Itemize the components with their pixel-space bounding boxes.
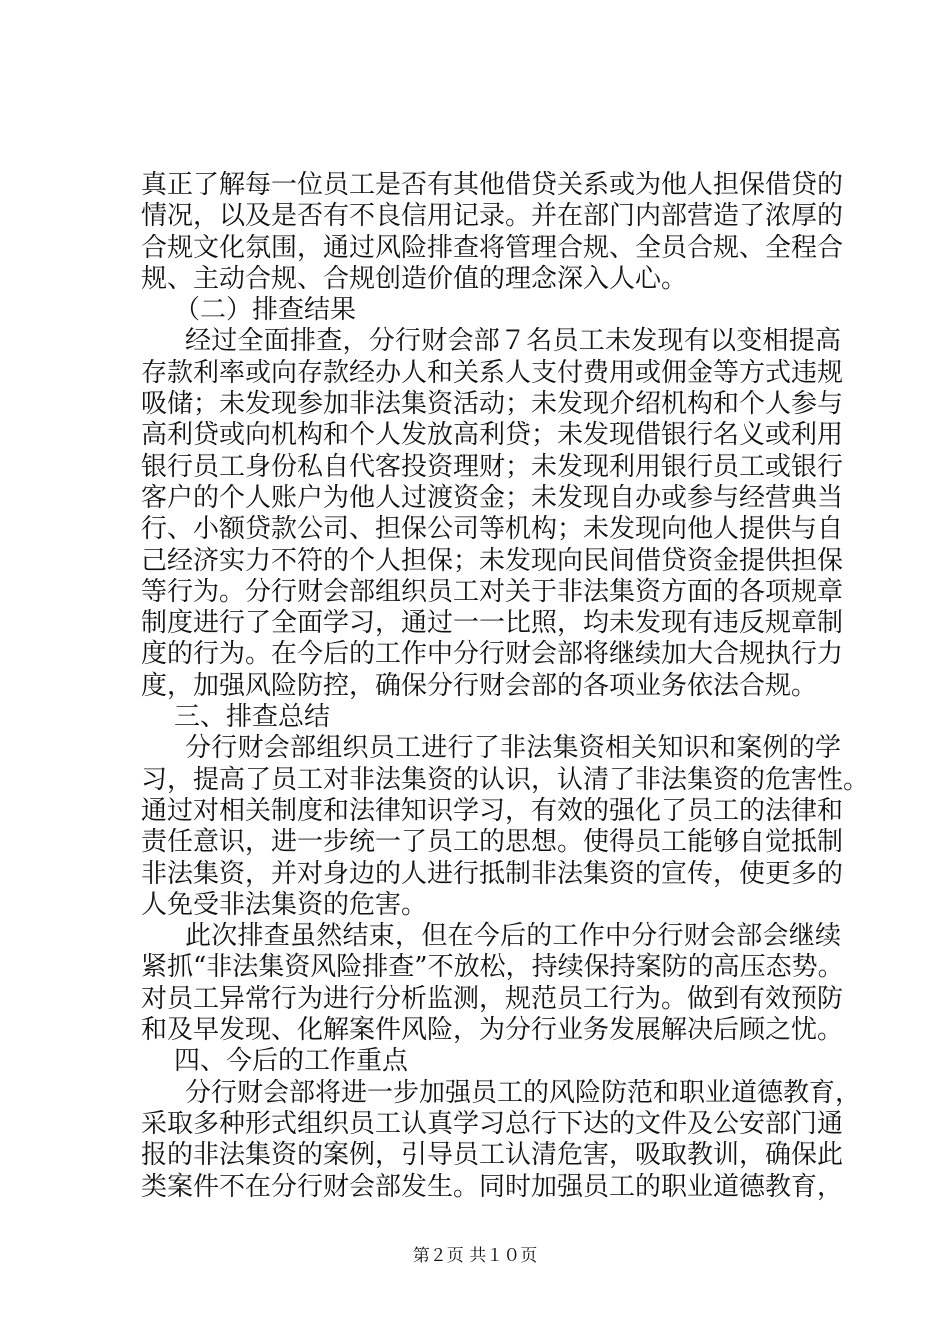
paragraph-line: 经过全面排查，分行财会部７名员工未发现有以变相提高 [185,326,841,357]
paragraph-line: 责任意识，进一步统一了员工的思想。使得员工能够自觉抵制 [141,827,844,858]
paragraph-line: 人免受非法集资的危害。 [141,889,428,920]
paragraph-line: 报的非法集资的案例，引导员工认清危害，吸取教训，确保此 [141,1140,844,1171]
paragraph-line: 制度进行了全面学习，通过一一比照，均未发现有违反规章制 [141,608,844,639]
paragraph-line: 行、小额贷款公司、担保公司等机构；未发现向他人提供与自 [141,514,844,545]
paragraph-line: 己经济实力不符的个人担保；未发现向民间借贷资金提供担保 [141,545,844,576]
section-heading: 三、排查总结 [174,702,331,733]
paragraph-line: 紧抓“非法集资风险排查”不放松，持续保持案防的高压态势。 [141,952,844,983]
paragraph-line: 非法集资，并对身边的人进行抵制非法集资的宣传，使更多的 [141,858,844,889]
document-body [141,170,870,1203]
paragraph-line: 银行员工身份私自代客投资理财；未发现利用银行员工或银行 [141,451,844,482]
paragraph-line: 通过对相关制度和法律知识学习，有效的强化了员工的法律和 [141,795,844,826]
paragraph-line: 高利贷或向机构和个人发放高利贷；未发现借银行名义或利用 [141,420,844,451]
paragraph-line: 采取多种形式组织员工认真学习总行下达的文件及公安部门通 [141,1108,844,1139]
section-heading: 四、今后的工作重点 [174,1046,409,1077]
paragraph-line: 度，加强风险防控，确保分行财会部的各项业务依法合规。 [141,670,818,701]
paragraph-line: 客户的个人账户为他人过渡资金；未发现自办或参与经营典当 [141,482,844,513]
paragraph-line: 习，提高了员工对非法集资的认识，认清了非法集资的危害性。 [141,764,870,795]
paragraph-line: 度的行为。在今后的工作中分行财会部将继续加大合规执行力 [141,639,844,670]
paragraph-line: 和及早发现、化解案件风险，为分行业务发展解决后顾之忧。 [141,1015,844,1046]
paragraph-line: 存款利率或向存款经办人和关系人支付费用或佣金等方式违规 [141,357,844,388]
paragraph-line: 此次排查虽然结束，但在今后的工作中分行财会部会继续 [185,921,841,952]
paragraph-line: 对员工异常行为进行分析监测，规范员工行为。做到有效预防 [141,983,844,1014]
paragraph-line: 规、主动合规、合规创造价值的理念深入人心。 [141,263,688,294]
paragraph-line: 吸储；未发现参加非法集资活动；未发现介绍机构和个人参与 [141,389,844,420]
paragraph-line: 情况，以及是否有不良信用记录。并在部门内部营造了浓厚的 [141,201,844,232]
paragraph-line: 分行财会部将进一步加强员工的风险防范和职业道德教育， [185,1077,862,1108]
page-footer: 第２页 共１０页 [412,1246,538,1266]
paragraph-line: 分行财会部组织员工进行了非法集资相关知识和案例的学 [185,733,841,764]
paragraph-line: 合规文化氛围，通过风险排查将管理合规、全员合规、全程合 [141,232,844,263]
paragraph-line: 类案件不在分行财会部发生。同时加强员工的职业道德教育， [141,1171,844,1202]
paragraph-line: 等行为。分行财会部组织员工对关于非法集资方面的各项规章 [141,576,844,607]
section-heading: （二）排查结果 [174,295,357,326]
paragraph-line: 真正了解每一位员工是否有其他借贷关系或为他人担保借贷的 [141,170,844,200]
